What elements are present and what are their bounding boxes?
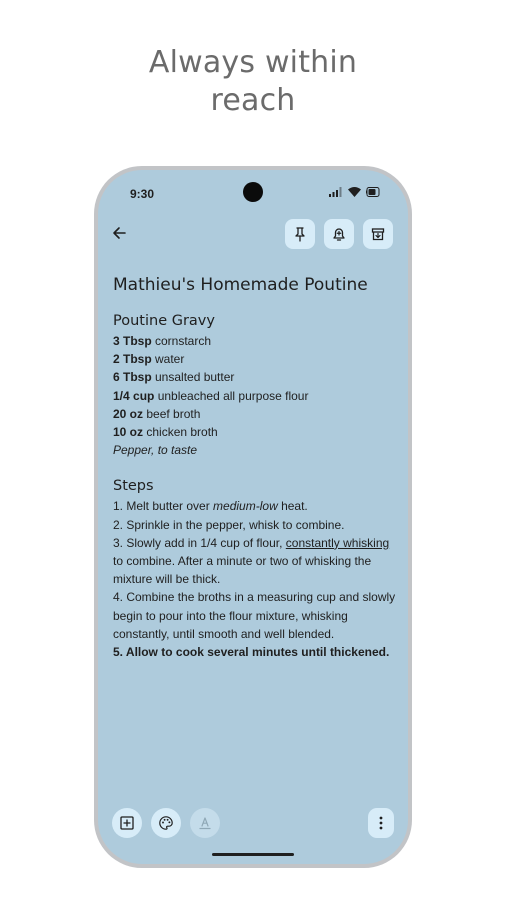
reminder-bell-icon (331, 226, 347, 242)
add-content-button[interactable] (112, 808, 142, 838)
camera-cutout (243, 182, 263, 202)
ingredient-qty: 1/4 cup (113, 388, 155, 403)
ingredient-item: beef broth (143, 406, 201, 421)
phone-screen (98, 170, 408, 864)
wifi-icon (348, 187, 361, 197)
step-3-text: 3. Slowly add in 1/4 cup of flour, (113, 535, 286, 550)
archive-icon (370, 226, 386, 242)
ingredient-line (113, 423, 401, 441)
pin-icon (292, 226, 308, 242)
ingredient-line (113, 405, 401, 423)
ingredient-line (113, 332, 401, 350)
top-actions (285, 219, 393, 249)
ingredient-item: unsalted butter (151, 370, 235, 385)
ingredient-item: cornstarch (151, 334, 212, 348)
step-1-end: heat. (277, 499, 308, 514)
signal-icon (329, 187, 343, 197)
ingredient-item: water (151, 352, 185, 367)
more-options-button[interactable] (368, 808, 394, 838)
step-5: 5. Allow to cook several minutes until thickened. (113, 645, 390, 660)
text-format-button[interactable] (190, 808, 220, 838)
step-1-emphasis: medium-low (213, 499, 278, 514)
seasoning-text: Pepper, to taste (113, 443, 198, 458)
ingredients-heading: Poutine Gravy (113, 313, 215, 329)
add-box-icon (119, 815, 135, 831)
pin-button[interactable] (285, 219, 315, 249)
arrow-back-icon (111, 225, 127, 241)
home-indicator[interactable] (212, 853, 294, 856)
ingredient-qty: 20 oz (113, 406, 144, 421)
ingredient-line (113, 350, 401, 368)
step-3-underlined: constantly whisking (285, 535, 390, 550)
ingredient-item: unbleached all purpose flour (154, 388, 309, 403)
seasoning-line (113, 441, 401, 459)
status-time: 9:30 (130, 187, 155, 201)
more-vert-icon (379, 816, 383, 830)
step-2: 2. Sprinkle in the pepper, whisk to combine. (113, 517, 345, 532)
bottom-toolbar (112, 808, 220, 838)
headline-line-1: Always within (148, 45, 358, 80)
headline (0, 44, 506, 120)
ingredient-item: chicken broth (143, 425, 218, 440)
step-3-end: to combine. After a minute or two of whisking the mixture will be thick. (113, 554, 372, 587)
background-options-button[interactable] (151, 808, 181, 838)
steps-heading: Steps (113, 478, 154, 495)
ingredient-qty: 2 Tbsp (113, 352, 152, 367)
ingredient-qty: 3 Tbsp (113, 334, 152, 348)
ingredient-qty: 6 Tbsp (113, 370, 152, 385)
ingredient-line (113, 368, 401, 386)
battery-icon (366, 187, 380, 197)
text-format-icon (197, 815, 213, 831)
spacer (113, 459, 401, 476)
step-3 (113, 534, 401, 589)
reminder-button[interactable] (324, 219, 354, 249)
step-1 (113, 497, 401, 515)
note-body[interactable] (113, 274, 401, 661)
ingredient-line (113, 387, 401, 405)
back-button[interactable] (108, 222, 130, 244)
headline-line-2: reach (210, 83, 296, 118)
step-4: 4. Combine the broths in a measuring cup and slowly begin to pour into the flour mixture, whisking constantly, until smooth and well blended. (113, 590, 396, 641)
step-1-text: 1. Melt butter over (113, 499, 214, 514)
status-icons (329, 187, 380, 197)
note-title[interactable]: Mathieu's Homemade Poutine (113, 275, 368, 295)
archive-button[interactable] (363, 219, 393, 249)
palette-icon (158, 815, 174, 831)
ingredient-qty: 10 oz (113, 425, 144, 440)
